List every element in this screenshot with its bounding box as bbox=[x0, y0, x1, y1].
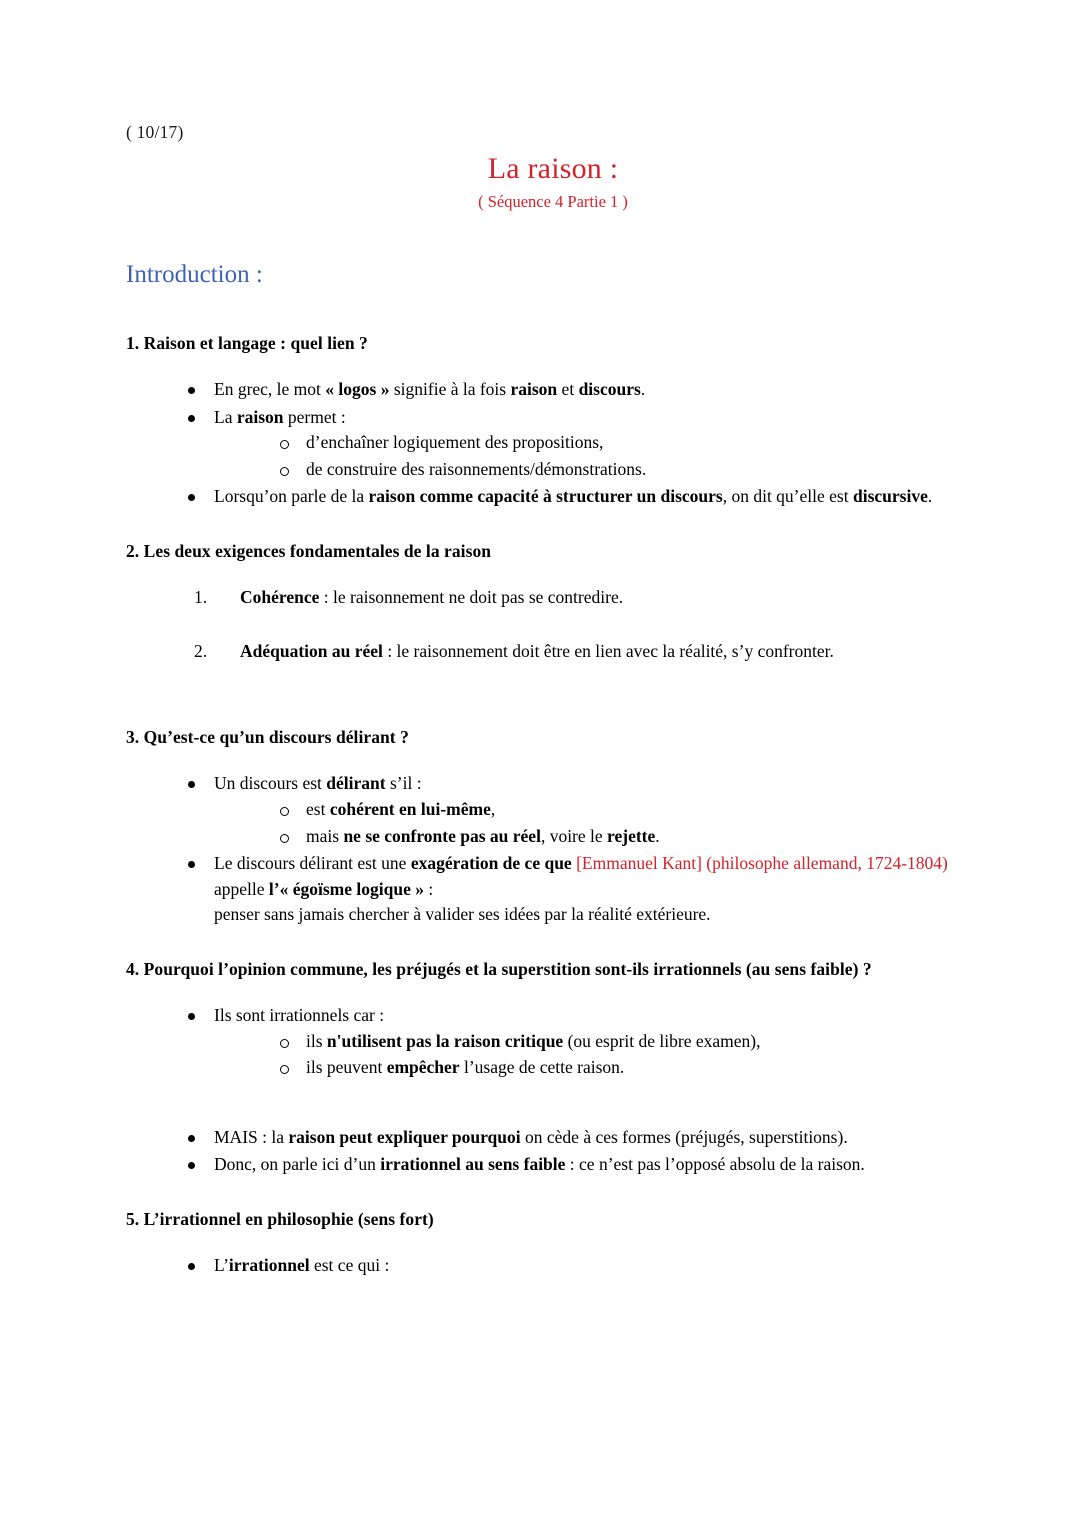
list-item bbox=[278, 824, 980, 850]
list-item bbox=[278, 797, 980, 823]
text-fragment: signifie à la fois bbox=[389, 379, 511, 400]
list-marker: 1. bbox=[194, 587, 208, 608]
list-item bbox=[194, 639, 980, 665]
text-fragment: MAIS : la bbox=[214, 1126, 289, 1147]
list-item bbox=[186, 1253, 980, 1279]
list-item bbox=[186, 405, 980, 483]
section-1-sublist bbox=[214, 430, 980, 482]
text-bold: raison comme capacité à structurer un discours bbox=[368, 486, 723, 507]
list-item bbox=[278, 1029, 980, 1055]
list-item bbox=[278, 1055, 980, 1081]
text-fragment: . bbox=[927, 486, 933, 507]
text-fragment: : le raisonnement doit être en lien avec la réalité, s’y confronter. bbox=[382, 640, 834, 661]
kant-annotation: [Emmanuel Kant] (philosophe allemand, 1724-1804) bbox=[576, 853, 948, 874]
section-1-bullet-list bbox=[126, 377, 980, 510]
text-fragment: Le discours délirant est une bbox=[214, 853, 411, 874]
text-bold: rejette bbox=[607, 825, 656, 846]
text-fragment: est bbox=[306, 798, 330, 819]
text-bold: délirant bbox=[326, 773, 386, 794]
text-fragment: : bbox=[423, 878, 434, 899]
text-bold: raison peut expliquer pourquoi bbox=[288, 1126, 521, 1147]
section-2-numbered-list bbox=[126, 585, 980, 664]
text-fragment: : ce n’est pas l’opposé absolu de la raison. bbox=[565, 1154, 865, 1175]
text-fragment: s’il : bbox=[385, 773, 422, 794]
text-bold: cohérent en lui-même bbox=[329, 798, 491, 819]
introduction-heading: Introduction : bbox=[126, 260, 263, 288]
text-fragment: Ils sont irrationnels car : bbox=[214, 1004, 385, 1025]
section-4-bullet-list bbox=[126, 1003, 980, 1081]
text-bold: ne se confronte pas au réel bbox=[343, 825, 541, 846]
text-fragment: La bbox=[214, 406, 237, 427]
text-fragment: , voire le bbox=[540, 825, 608, 846]
section-4-sublist bbox=[214, 1029, 980, 1081]
list-item: d’enchaîner logiquement des propositions, bbox=[278, 430, 980, 456]
list-marker: 2. bbox=[194, 640, 208, 661]
text-bold: exagération de ce que bbox=[410, 853, 577, 874]
page-number: ( 10/17) bbox=[126, 122, 184, 142]
text-fragment: ils bbox=[306, 1030, 327, 1051]
text-fragment: est ce qui : bbox=[309, 1254, 390, 1275]
list-item bbox=[186, 484, 980, 510]
text-fragment: (ou esprit de libre examen), bbox=[563, 1030, 761, 1051]
section-5-bullet-list bbox=[126, 1253, 980, 1279]
text-fragment: , bbox=[490, 798, 496, 819]
section-heading-2: 2. Les deux exigences fondamentales de la raison bbox=[126, 540, 492, 561]
text-bold: irrationnel au sens faible bbox=[380, 1154, 566, 1175]
text-bold: discours bbox=[578, 379, 641, 400]
text-bold: raison bbox=[236, 406, 284, 427]
text-fragment: permet : bbox=[283, 406, 346, 427]
text-fragment: ils peuvent bbox=[306, 1057, 387, 1078]
list-item bbox=[186, 1152, 980, 1178]
section-4-bullet-list-2 bbox=[126, 1125, 980, 1178]
section-heading-5: 5. L’irrationnel en philosophie (sens fort) bbox=[126, 1208, 434, 1229]
page-subtitle: ( Séquence 4 Partie 1 ) bbox=[478, 192, 628, 211]
text-fragment: . bbox=[655, 825, 660, 846]
list-item bbox=[186, 377, 980, 403]
text-fragment: on cède à ces formes (préjugés, superstitions). bbox=[520, 1126, 848, 1147]
text-bold: irrationnel bbox=[228, 1254, 310, 1275]
text-fragment: En grec, le mot bbox=[214, 379, 326, 400]
list-item bbox=[186, 851, 980, 928]
section-3-bullet-list bbox=[126, 771, 980, 927]
list-item bbox=[186, 1003, 980, 1081]
text-bold: Adéquation au réel bbox=[240, 640, 383, 661]
section-heading-3: 3. Qu’est-ce qu’un discours délirant ? bbox=[126, 727, 409, 748]
text-bold: discursive bbox=[852, 486, 928, 507]
section-heading-4: 4. Pourquoi l’opinion commune, les préjugés et la superstition sont-ils irrationnels (au sens faible) ? bbox=[126, 958, 872, 979]
text-fragment: Lorsqu’on parle de la bbox=[214, 486, 369, 507]
text-fragment: penser sans jamais chercher à valider ses idées par la réalité extérieure. bbox=[214, 904, 711, 925]
text-bold: raison bbox=[510, 379, 558, 400]
text-fragment: , on dit qu’elle est bbox=[722, 486, 853, 507]
text-fragment: : le raisonnement ne doit pas se contredire. bbox=[319, 587, 624, 608]
list-item bbox=[186, 1125, 980, 1151]
text-fragment: Un discours est bbox=[214, 773, 327, 794]
text-bold: n'utilisent pas la raison critique bbox=[326, 1030, 564, 1051]
text-bold: empêcher bbox=[386, 1057, 460, 1078]
text-fragment: . bbox=[640, 379, 646, 400]
list-item bbox=[194, 585, 980, 611]
list-item: de construire des raisonnements/démonstrations. bbox=[278, 457, 980, 483]
text-fragment: appelle bbox=[214, 878, 269, 899]
page-title: La raison : bbox=[487, 151, 619, 185]
text-fragment: mais bbox=[306, 825, 344, 846]
text-fragment: L’ bbox=[214, 1254, 229, 1275]
text-bold: « logos » bbox=[325, 379, 390, 400]
section-3-sublist bbox=[214, 797, 980, 849]
text-fragment: l’usage de cette raison. bbox=[459, 1057, 625, 1078]
text-fragment: et bbox=[557, 379, 579, 400]
section-heading-1: 1. Raison et langage : quel lien ? bbox=[126, 332, 368, 353]
text-bold: Cohérence bbox=[240, 587, 320, 608]
list-item bbox=[186, 771, 980, 849]
text-bold: l’« égoïsme logique » bbox=[268, 878, 424, 899]
text-fragment: Donc, on parle ici d’un bbox=[214, 1154, 381, 1175]
